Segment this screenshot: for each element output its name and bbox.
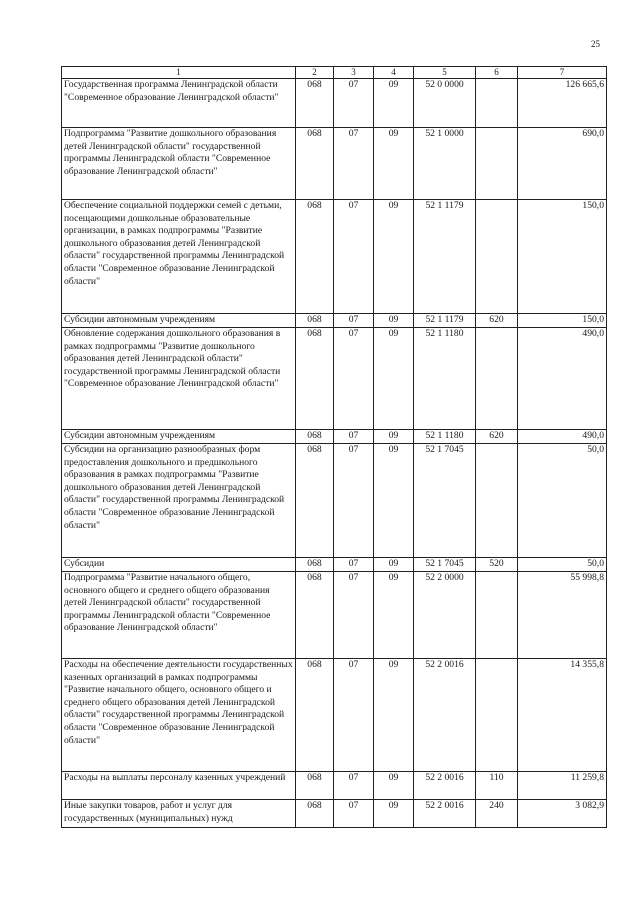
row-csr: 52 1 1180 xyxy=(414,328,476,430)
row-pr: 09 xyxy=(374,200,414,314)
row-ved: 068 xyxy=(296,328,334,430)
row-pr: 09 xyxy=(374,314,414,328)
row-ved: 068 xyxy=(296,800,334,828)
row-name: Расходы на выплаты персоналу казенных учреждений xyxy=(62,772,296,800)
header-col-5: 5 xyxy=(414,67,476,79)
row-vr xyxy=(476,328,518,430)
row-name: Расходы на обеспечение деятельности государственных казенных организаций в рамках подпрограммы "Развитие начального общего, основного общего и среднего общего образования детей Ленинградской области" государственной программы Ленинградской области "Современное образование Ленинградской области" xyxy=(62,659,296,772)
row-csr: 52 1 7045 xyxy=(414,444,476,558)
row-ved: 068 xyxy=(296,430,334,444)
table-row xyxy=(62,328,607,430)
row-sum: 490,0 xyxy=(518,328,607,430)
row-vr xyxy=(476,572,518,659)
row-vr xyxy=(476,128,518,200)
table-row xyxy=(62,444,607,558)
row-csr: 52 1 1180 xyxy=(414,430,476,444)
row-name: Подпрограмма "Развитие дошкольного образования детей Ленинградской области" государственной программы Ленинградской области "Современное образование Ленинградской области" xyxy=(62,128,296,200)
row-ved: 068 xyxy=(296,128,334,200)
row-name: Субсидии xyxy=(62,558,296,572)
row-vr: 520 xyxy=(476,558,518,572)
row-name: Субсидии на организацию разнообразных форм предоставления дошкольного и предшкольного образования в рамках подпрограммы "Развитие дошкольного образования детей Ленинградской области" государственной программы Ленинградской области "Современное образование Ленинградской области" xyxy=(62,444,296,558)
table-row xyxy=(62,430,607,444)
row-pr: 09 xyxy=(374,79,414,128)
row-sum: 3 082,9 xyxy=(518,800,607,828)
row-sum: 150,0 xyxy=(518,314,607,328)
row-rz: 07 xyxy=(334,444,374,558)
row-rz: 07 xyxy=(334,328,374,430)
row-rz: 07 xyxy=(334,572,374,659)
row-name: Обновление содержания дошкольного образования в рамках подпрограммы "Развитие дошкольного образования детей Ленинградской области" государственной программы Ленинградской области "Современное образование Ленинградской области" xyxy=(62,328,296,430)
row-ved: 068 xyxy=(296,772,334,800)
row-sum: 150,0 xyxy=(518,200,607,314)
table-row xyxy=(62,558,607,572)
row-sum: 50,0 xyxy=(518,444,607,558)
row-vr: 240 xyxy=(476,800,518,828)
row-ved: 068 xyxy=(296,200,334,314)
row-sum: 50,0 xyxy=(518,558,607,572)
budget-table xyxy=(61,66,607,828)
row-ved: 068 xyxy=(296,314,334,328)
row-csr: 52 1 1179 xyxy=(414,314,476,328)
table-row xyxy=(62,128,607,200)
table-row xyxy=(62,800,607,828)
row-ved: 068 xyxy=(296,558,334,572)
table-row xyxy=(62,572,607,659)
row-vr xyxy=(476,200,518,314)
row-name: Субсидии автономным учреждениям xyxy=(62,430,296,444)
row-sum: 690,0 xyxy=(518,128,607,200)
row-pr: 09 xyxy=(374,444,414,558)
row-csr: 52 1 1179 xyxy=(414,200,476,314)
page-number: 25 xyxy=(591,39,600,49)
row-sum: 14 355,8 xyxy=(518,659,607,772)
table-row xyxy=(62,659,607,772)
row-rz: 07 xyxy=(334,430,374,444)
row-ved: 068 xyxy=(296,79,334,128)
row-sum: 11 259,8 xyxy=(518,772,607,800)
row-vr xyxy=(476,444,518,558)
table-row xyxy=(62,200,607,314)
header-row xyxy=(62,67,607,79)
row-name: Субсидии автономным учреждениям xyxy=(62,314,296,328)
row-ved: 068 xyxy=(296,659,334,772)
row-pr: 09 xyxy=(374,772,414,800)
table-row xyxy=(62,314,607,328)
header-col-2: 2 xyxy=(296,67,334,79)
row-rz: 07 xyxy=(334,128,374,200)
row-vr: 620 xyxy=(476,314,518,328)
row-sum: 126 665,6 xyxy=(518,79,607,128)
row-vr: 110 xyxy=(476,772,518,800)
row-csr: 52 1 7045 xyxy=(414,558,476,572)
row-csr: 52 2 0016 xyxy=(414,800,476,828)
row-csr: 52 1 0000 xyxy=(414,128,476,200)
row-name: Государственная программа Ленинградской области "Современное образование Ленинградской области" xyxy=(62,79,296,128)
row-name: Иные закупки товаров, работ и услуг для государственных (муниципальных) нужд xyxy=(62,800,296,828)
row-csr: 52 0 0000 xyxy=(414,79,476,128)
row-vr xyxy=(476,79,518,128)
row-pr: 09 xyxy=(374,800,414,828)
header-col-6: 6 xyxy=(476,67,518,79)
row-rz: 07 xyxy=(334,79,374,128)
row-name: Обеспечение социальной поддержки семей с детьми, посещающими дошкольные образовательные организации, в рамках подпрограммы "Развитие дошкольного образования детей Ленинградской области" государственной программы Ленинградской области "Современное образование Ленинградской области" xyxy=(62,200,296,314)
row-pr: 09 xyxy=(374,328,414,430)
table-row xyxy=(62,79,607,128)
row-csr: 52 2 0000 xyxy=(414,572,476,659)
row-rz: 07 xyxy=(334,200,374,314)
row-pr: 09 xyxy=(374,659,414,772)
row-name: Подпрограмма "Развитие начального общего, основного общего и среднего общего образования детей Ленинградской области" государственной программы Ленинградской области "Современное образование Ленинградской области" xyxy=(62,572,296,659)
row-ved: 068 xyxy=(296,572,334,659)
row-pr: 09 xyxy=(374,430,414,444)
row-ved: 068 xyxy=(296,444,334,558)
row-rz: 07 xyxy=(334,314,374,328)
row-pr: 09 xyxy=(374,572,414,659)
row-sum: 490,0 xyxy=(518,430,607,444)
header-col-7: 7 xyxy=(518,67,607,79)
row-rz: 07 xyxy=(334,659,374,772)
row-csr: 52 2 0016 xyxy=(414,772,476,800)
row-vr: 620 xyxy=(476,430,518,444)
row-rz: 07 xyxy=(334,772,374,800)
header-col-1: 1 xyxy=(62,67,296,79)
row-rz: 07 xyxy=(334,558,374,572)
header-col-3: 3 xyxy=(334,67,374,79)
header-col-4: 4 xyxy=(374,67,414,79)
row-pr: 09 xyxy=(374,558,414,572)
row-vr xyxy=(476,659,518,772)
row-csr: 52 2 0016 xyxy=(414,659,476,772)
row-rz: 07 xyxy=(334,800,374,828)
row-pr: 09 xyxy=(374,128,414,200)
row-sum: 55 998,8 xyxy=(518,572,607,659)
table-row xyxy=(62,772,607,800)
